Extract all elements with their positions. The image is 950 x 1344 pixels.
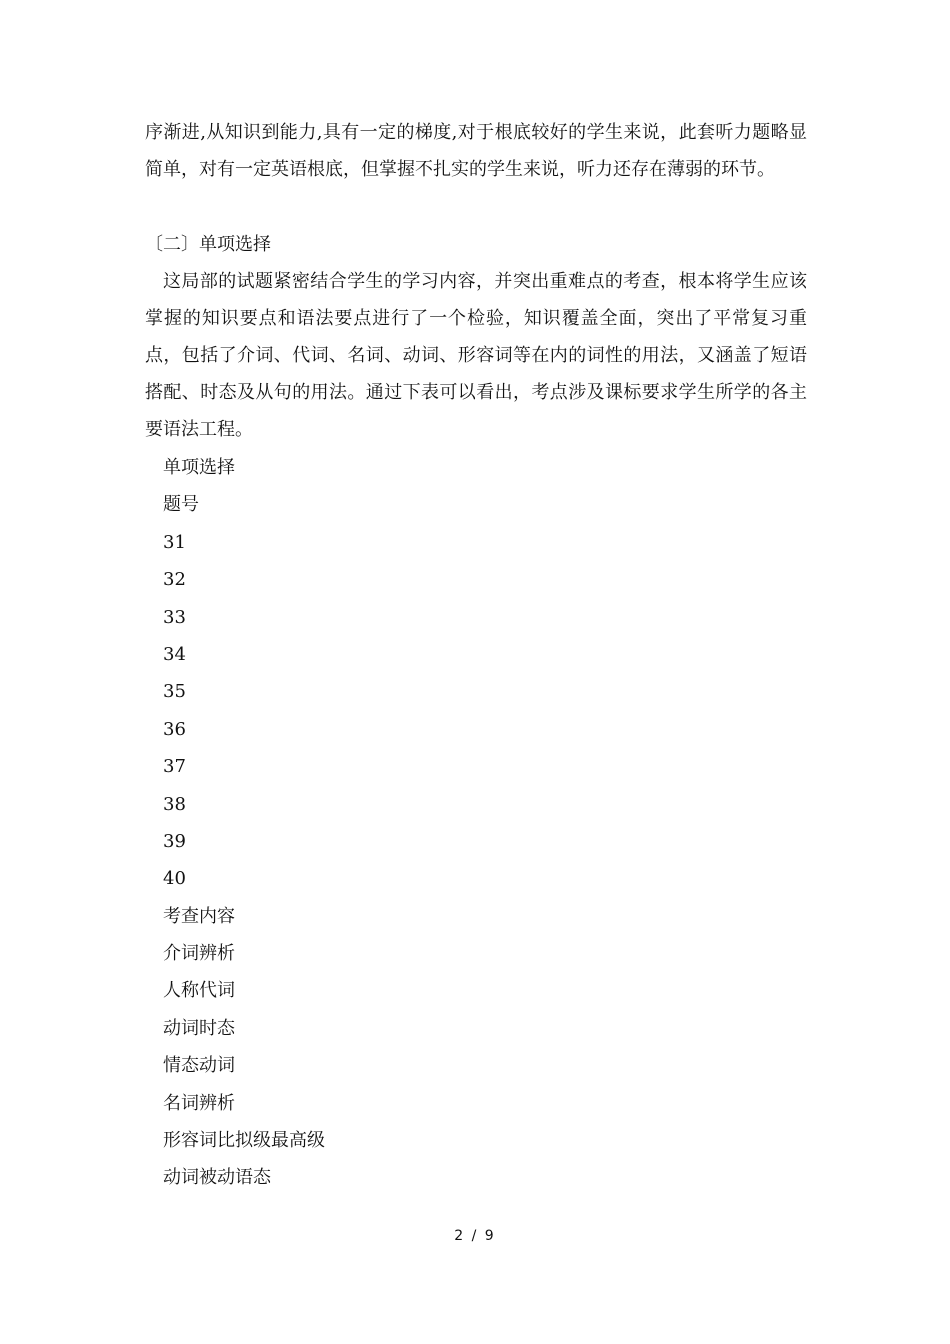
- page-number: 2 / 9: [454, 1228, 496, 1244]
- table-list-item: 38: [163, 793, 186, 815]
- table-list-item: 32: [163, 569, 186, 591]
- flattened-table-list: [163, 449, 325, 1197]
- table-list-item: 39: [163, 830, 186, 852]
- table-list-item: 37: [163, 756, 186, 778]
- table-list-item: 动词被动语态: [163, 1167, 271, 1189]
- table-list-item: 动词时态: [163, 1017, 235, 1039]
- table-list-item: 考查内容: [163, 905, 235, 927]
- table-list-item: 31: [163, 531, 186, 553]
- table-list-item: 形容词比拟级最高级: [163, 1130, 325, 1152]
- table-list-item: 单项选择: [163, 457, 235, 478]
- table-list-item: 介词辨析: [163, 943, 235, 965]
- table-list-item: 40: [163, 868, 186, 890]
- table-list-item: 题号: [163, 494, 199, 516]
- table-list-item: 人称代词: [163, 980, 235, 1002]
- table-list-item: 34: [163, 643, 186, 665]
- table-list-item: 情态动词: [163, 1055, 235, 1077]
- table-list-item: 35: [163, 681, 186, 703]
- table-list-item: 36: [163, 718, 186, 740]
- paragraph-listening-summary: 序渐进,从知识到能力,具有一定的梯度,对于根底较好的学生来说，此套听力题略显简单，对有一定英语根底，但掌握不扎实的学生来说，听力还存在薄弱的环节。: [145, 122, 807, 180]
- table-list-item: 33: [163, 606, 186, 628]
- table-list-item: 名词辨析: [163, 1092, 235, 1114]
- section-heading-single-choice: 〔二〕单项选择: [145, 234, 271, 255]
- paragraph-single-choice-summary: 这局部的试题紧密结合学生的学习内容，并突出重难点的考查，根本将学生应该掌握的知识要点和语法要点进行了一个检验，知识覆盖全面，突出了平常复习重点，包括了介词、代词、名词、动词、形容词等在内的词性的用法，又涵盖了短语搭配、时态及从句的用法。通过下表可以看出，考点涉及课标要求学生所学的各主要语法工程。: [145, 271, 807, 440]
